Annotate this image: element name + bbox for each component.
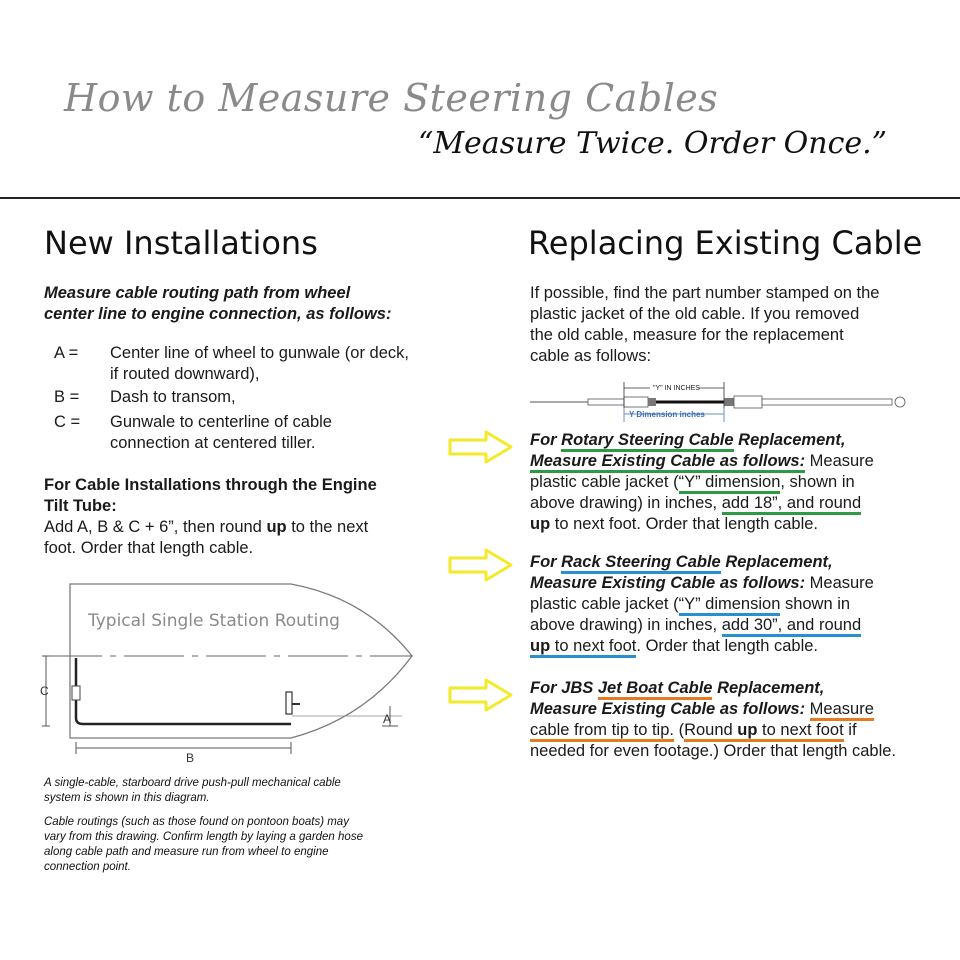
jbs-up: up: [737, 721, 758, 739]
replacing-intro: [530, 283, 914, 367]
jbs-instructions: [530, 678, 914, 762]
rotary-line: [530, 514, 914, 535]
y-dimension-blue-label: Y Dimension inches: [629, 410, 705, 419]
rotary-text: Replacement,: [733, 431, 846, 449]
boat-hull-outline: [70, 584, 412, 738]
new-installations-heading: New Installations: [44, 224, 318, 262]
rotary-y-dimension: “Y” dimension: [679, 473, 781, 494]
rotary-add-amount: add 18”, and round: [722, 494, 861, 515]
rotary-measure-heading: Measure Existing Cable as follows:: [530, 452, 805, 473]
rack-line: [530, 552, 914, 573]
rotary-text: above drawing) in inches,: [530, 494, 722, 512]
engine-mark: [286, 692, 292, 714]
rack-cable-type: Rack Steering Cable: [561, 553, 721, 574]
measurement-item-b: [54, 387, 434, 408]
dimension-a-label: A: [383, 712, 392, 726]
rotary-line: [530, 430, 914, 451]
caption-line: connection point.: [44, 861, 131, 873]
cable-end-eye: [895, 397, 905, 407]
measurement-text: Center line of wheel to gunwale (or deck, if routed downward),: [110, 344, 409, 383]
tilt-text-up: up: [266, 518, 287, 536]
lead-line: Measure cable routing path from wheel: [44, 284, 351, 302]
dimension-c-label: C: [40, 684, 49, 698]
rack-line: [530, 594, 914, 615]
measurement-text: Dash to transom,: [110, 388, 236, 406]
rotary-up: up: [530, 515, 551, 533]
diagram-label: Typical Single Station Routing: [88, 611, 340, 631]
caption-line: Cable routings (such as those found on pontoon boats) may: [44, 816, 349, 828]
measurement-item-c: [54, 412, 434, 454]
tilt-heading-line: For Cable Installations through the Engine: [44, 476, 377, 494]
intro-line: plastic jacket of the old cable. If you removed: [530, 305, 860, 323]
rack-measure-heading: Measure Existing Cable as follows:: [530, 574, 806, 592]
rotary-instructions: [530, 430, 914, 535]
rotary-text: plastic cable jacket (: [530, 473, 679, 491]
steering-wheel-mark: [72, 686, 80, 700]
cable-rod-right: [762, 399, 892, 405]
caption-line: system is shown in this diagram.: [44, 792, 210, 804]
arrow-right-icon: [448, 430, 514, 464]
rack-text: . Order that length cable.: [636, 637, 819, 655]
cable-drawing: [528, 376, 912, 422]
rack-text: Measure: [805, 574, 874, 592]
cable-routing-path: [76, 658, 291, 724]
rack-line: [530, 636, 914, 657]
rack-add-amount: add 30”, and round: [722, 616, 861, 637]
measurement-key: A =: [54, 344, 79, 362]
dimension-b-label: B: [186, 751, 195, 765]
tilt-text: to the next: [286, 518, 369, 536]
intro-line: the old cable, measure for the replacement: [530, 326, 844, 344]
rotary-text: Measure: [805, 452, 874, 470]
jbs-tip-to-tip: cable from tip to tip.: [530, 721, 674, 742]
measurement-key: C =: [54, 413, 81, 431]
tilt-text-line: [44, 517, 444, 538]
rack-y-dimension: “Y” dimension: [679, 595, 781, 616]
tilt-tube-heading: [44, 475, 444, 517]
jbs-line: needed for even footage.) Order that length cable.: [530, 742, 896, 760]
rack-text: For: [530, 553, 562, 571]
jbs-line: [530, 678, 914, 699]
tilt-heading-line: Tilt Tube:: [44, 497, 117, 515]
rotary-text: . Order that length cable.: [636, 515, 819, 533]
new-installations-lead: [44, 283, 434, 325]
y-dimension-label: "Y" IN INCHES: [653, 385, 700, 392]
jbs-text: to next foot: [757, 721, 844, 739]
jbs-measure-heading: Measure Existing Cable as follows:: [530, 700, 806, 718]
jbs-text: (: [673, 721, 685, 739]
lead-line: center line to engine connection, as follows:: [44, 305, 392, 323]
cable-nut-left: [648, 398, 656, 406]
rack-up: up: [530, 637, 551, 655]
jbs-cable-type: Jet Boat Cable: [598, 679, 713, 700]
rack-text: shown in: [780, 595, 851, 613]
replacing-heading: Replacing Existing Cable: [528, 224, 923, 262]
rotary-line: [530, 472, 914, 493]
page-title: How to Measure Steering Cables: [64, 76, 719, 120]
intro-line: If possible, find the part number stamped on the: [530, 284, 880, 302]
measurement-list: [54, 343, 434, 455]
rotary-line: [530, 493, 914, 514]
rotary-line: [530, 451, 914, 472]
boat-routing-diagram: [36, 578, 426, 773]
caption-line: along cable path and measure run from wheel to engine: [44, 846, 329, 858]
jbs-round: Round: [684, 721, 738, 739]
measurement-key: B =: [54, 388, 80, 406]
caption-line: A single-cable, starboard drive push-pull mechanical cable: [44, 777, 341, 789]
rotary-text: For: [530, 431, 562, 449]
intro-line: cable as follows:: [530, 347, 652, 365]
header-divider: [0, 197, 960, 199]
jbs-text: Replacement,: [712, 679, 825, 697]
diagram-caption-2: [44, 815, 434, 875]
cable-nut-right: [724, 398, 734, 406]
page-subtitle: “Measure Twice. Order Once.”: [418, 126, 887, 161]
jbs-text: For JBS: [530, 679, 598, 697]
diagram-caption-1: [44, 776, 434, 806]
arrow-right-icon: [448, 678, 514, 712]
rack-instructions: [530, 552, 914, 657]
measurement-text: Gunwale to centerline of cable connection at centered tiller.: [110, 413, 332, 452]
rack-text: above drawing) in inches,: [530, 616, 722, 634]
arrow-right-icon: [448, 548, 514, 582]
rack-line: [530, 615, 914, 636]
measurement-item-a: [54, 343, 434, 385]
jbs-line: [530, 699, 914, 720]
cable-fitting-left: [624, 397, 648, 407]
rack-text: plastic cable jacket (: [530, 595, 679, 613]
jbs-measure: Measure: [810, 700, 874, 721]
jbs-text: if: [843, 721, 857, 739]
rack-text: Replacement,: [720, 553, 833, 571]
jbs-text: [805, 700, 810, 718]
rotary-text: , shown in: [780, 473, 855, 491]
tilt-tube-text: [44, 517, 444, 559]
jbs-line: [530, 720, 914, 741]
cable-fitting-right: [734, 396, 762, 408]
cable-rod-left: [588, 399, 624, 405]
tilt-text-line: foot. Order that length cable.: [44, 539, 254, 557]
rack-line: [530, 573, 914, 594]
caption-line: vary from this drawing. Confirm length by laying a garden hose: [44, 831, 363, 843]
rack-text: to next foot: [550, 637, 637, 655]
tilt-text: Add A, B & C + 6”, then round: [44, 518, 267, 536]
rotary-cable-type: Rotary Steering Cable: [561, 431, 733, 452]
rotary-text: to next foot: [550, 515, 637, 533]
